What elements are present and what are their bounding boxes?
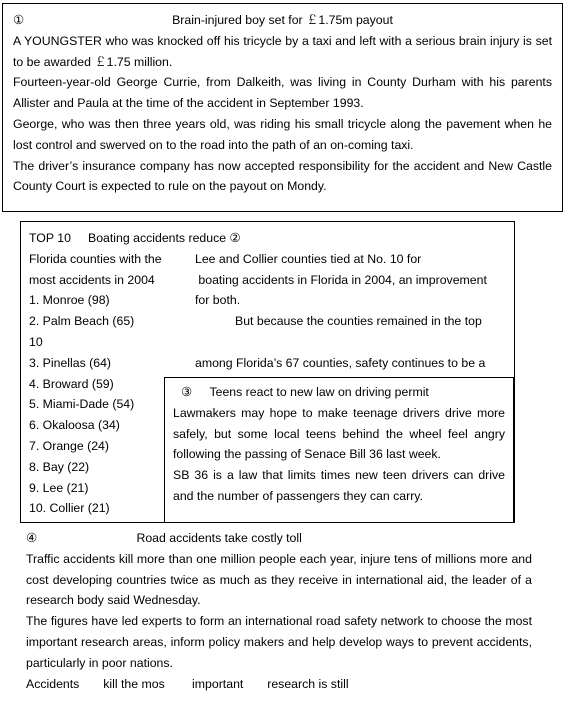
article-2-body xyxy=(195,249,507,374)
article-1-title: Brain-injured boy set for ￡1.75m payout xyxy=(172,13,393,27)
article-3-title: Teens react to new law on driving permit xyxy=(209,385,429,399)
article-1-paragraph: George, who was then three years old, was riding his small tricycle along the pavement when he lost control and swerved on to the road into the path of an on-coming taxi. xyxy=(13,116,552,152)
ranking-item: 7. Orange (24) xyxy=(29,438,109,453)
ranking-item: 2. Palm Beach (65) xyxy=(29,314,135,329)
circled-number-1: ① xyxy=(13,13,25,27)
article-2-line: But because the counties remained in the top xyxy=(235,314,482,329)
circled-number-3: ③ xyxy=(181,385,193,399)
article-1-paragraph: Fourteen-year-old George Currie, from Dalkeith, was living in County Durham with his parents Allister and Paula at the time of the accident in September 1993. xyxy=(13,75,552,111)
article-1-heading xyxy=(13,10,552,31)
article-1-box xyxy=(2,3,563,212)
circled-number-2: ② xyxy=(229,231,241,245)
ranking-item: 5. Miami-Dade (54) xyxy=(29,397,135,412)
ranking-item: 6. Okaloosa (34) xyxy=(29,418,120,433)
article-4 xyxy=(26,528,532,694)
article-2-title: TOP 10 Boating accidents reduce xyxy=(29,231,227,245)
ranking-item: 4. Broward (59) xyxy=(29,376,114,391)
circled-number-4: ④ xyxy=(26,531,38,545)
article-2-line: Lee and Collier counties tied at No. 10 for xyxy=(195,251,422,266)
article-3-paragraph: SB 36 is a law that limits times new teen drivers can drive and the number of passengers they can carry. xyxy=(173,468,505,503)
article-4-heading xyxy=(26,528,532,549)
article-3-heading xyxy=(173,382,505,403)
ranking-item: 10. Collier (21) xyxy=(29,501,110,516)
ranking-item: 8. Bay (22) xyxy=(29,459,90,474)
article-2-line: among Florida’s 67 counties, safety continues to be a xyxy=(195,355,486,370)
article-2-line: for both. xyxy=(195,293,241,308)
article-4-last-line: Accidents kill the mos important research is still xyxy=(26,676,349,691)
ranking-item: 1. Monroe (98) xyxy=(29,293,110,308)
article-4-title: Road accidents take costly toll xyxy=(136,531,302,545)
article-1-paragraph: A YOUNGSTER who was knocked off his tricycle by a taxi and left with a serious brain injury is set to be awarded ￡1.75 million. xyxy=(13,33,552,69)
article-2-line: boating accidents in Florida in 2004, an improvement xyxy=(195,272,487,287)
article-4-paragraph: The figures have led experts to form an international road safety network to choose the most important research areas, inform policy makers and help develop ways to prevent accidents, particularly in poor nations. xyxy=(26,614,532,670)
ranking-intro-line: Florida counties with the xyxy=(29,251,162,266)
article-1-paragraph: The driver’s insurance company has now accepted responsibility for the accident and New Castle County Court is expected to rule on the payout on Mondy. xyxy=(13,158,552,194)
ranking-intro-line: most accidents in 2004 xyxy=(29,272,155,287)
article-2-line xyxy=(195,332,507,353)
ranking-item: 3. Pinellas (64) xyxy=(29,355,112,370)
article-4-paragraph: Traffic accidents kill more than one million people each year, injure tens of millions more and cost developing countries twice as much as they receive in international aid, the leader of a research body said Wednesday. xyxy=(26,551,532,608)
article-3-box xyxy=(164,377,514,523)
article-2-heading xyxy=(29,228,506,249)
ranking-item: 10 xyxy=(29,334,43,349)
ranking-item: 9. Lee (21) xyxy=(29,480,89,495)
article-3-paragraph: Lawmakers may hope to make teenage drivers drive more safely, but some local teens behind the wheel feel angry following the passing of Senace Bill 36 last week. xyxy=(173,405,505,462)
